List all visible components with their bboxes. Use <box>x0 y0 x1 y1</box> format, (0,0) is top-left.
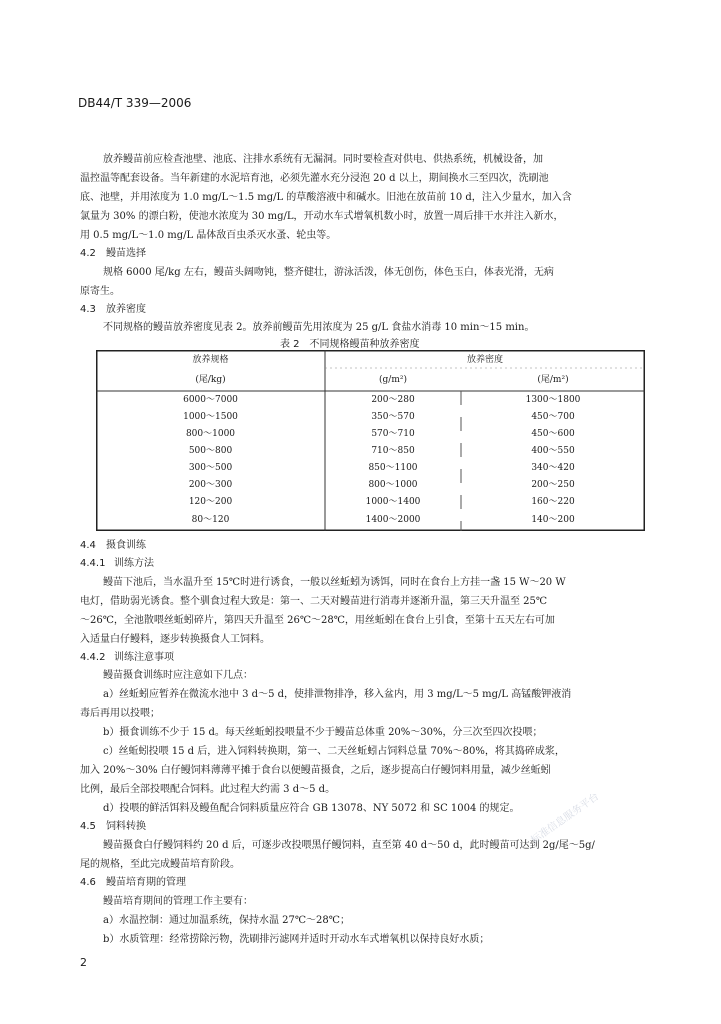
header-spec-unit: (尾/kg) <box>195 375 226 385</box>
section-title: 鳗苗选择 <box>106 248 146 259</box>
section-title: 鳗苗培育期的管理 <box>106 877 186 888</box>
cell-density-n: 400～550 <box>531 446 575 456</box>
subsection-heading <box>80 651 174 665</box>
section-title: 训练注意事项 <box>114 652 174 663</box>
section-number: 4.6 <box>80 877 96 888</box>
body-line: 底、池壁，并用浓度为 1.0 mg/L～1.5 mg/L 的草酸溶液中和碱水。旧池在放苗前 10 d，注入少量水，加入含 <box>80 192 572 203</box>
section-heading <box>80 539 146 553</box>
subsection-heading <box>80 557 154 571</box>
cell-density-g: 850～1100 <box>368 463 418 473</box>
cell-density-n: 450～600 <box>531 429 575 439</box>
cell-density-g: 1400～2000 <box>365 515 421 525</box>
cell-density-g: 800～1000 <box>368 480 418 490</box>
cell-density-n: 450～700 <box>531 412 575 422</box>
body-line: 鳗苗培育期间的管理工作主要有： <box>103 896 253 907</box>
body-line: 入适量白仔鳗料，逐步转换摄食人工饲料。 <box>80 634 270 645</box>
density-table <box>96 350 645 531</box>
standard-number: DB44/T 339—2006 <box>78 96 192 110</box>
section-heading <box>80 247 146 261</box>
header-unit-n: (尾/m²) <box>537 375 569 385</box>
section-title: 饲料转换 <box>106 821 146 832</box>
header-spec: 放养规格 <box>192 355 229 365</box>
section-title: 训练方法 <box>114 558 154 569</box>
section-number: 4.4 <box>80 540 96 551</box>
page-number: 2 <box>80 956 87 969</box>
header-density: 放养密度 <box>466 355 503 365</box>
section-title: 放养密度 <box>106 304 146 315</box>
cell-spec: 300～500 <box>188 463 233 473</box>
watermark: 标准信息服务平台 <box>529 791 602 847</box>
section-heading <box>80 876 186 890</box>
cell-density-g: 200～280 <box>371 395 415 405</box>
list-item: d）投喂的鲜活饵料及鳗鱼配合饲料质量应符合 GB 13078、NY 5072 和 SC 1004 的规定。 <box>103 803 520 814</box>
body-line: 不同规格的鳗苗放养密度见表 2。放养前鳗苗先用浓度为 25 g/L 食盐水消毒 10 min～15 min。 <box>103 322 535 333</box>
list-item: b）摄食训练不少于 15 d。每天丝蚯蚓投喂量不少于鳗苗总体重 20%～30%，分三次至四次投喂； <box>103 727 543 738</box>
section-title: 摄食训练 <box>106 540 146 551</box>
body-line: 比例，最后全部投喂配合饲料。此过程大约需 3 d～5 d。 <box>80 784 336 795</box>
list-item: b）水质管理：经常捞除污物，洗刷排污滤网并适时开动水车式增氧机以保持良好水质； <box>103 934 490 945</box>
cell-spec: 800～1000 <box>185 429 236 439</box>
section-number: 4.4.1 <box>80 558 106 569</box>
cell-spec: 200～300 <box>188 480 233 490</box>
cell-density-g: 350～570 <box>371 412 415 422</box>
table-title: 表 2 不同规格鳗苗种放养密度 <box>280 339 420 350</box>
body-line: 鳗苗摄食训练时应注意如下几点： <box>103 670 253 681</box>
cell-density-n: 1300～1800 <box>525 395 581 405</box>
cell-density-g: 710～850 <box>371 446 415 456</box>
body-line: 规格 6000 尾/kg 左右，鳗苗头阔吻钝，整齐健壮，游泳活泼，体无创伤，体色玉白，体表光滑，无病 <box>103 267 554 278</box>
cell-density-g: 1000～1400 <box>365 497 421 507</box>
list-item: a）水温控制：通过加温系统，保持水温 27℃～28℃； <box>103 915 350 926</box>
body-line: 温控温等配套设备。当年新建的水泥培育池，必须先灌水充分浸泡 20 d 以上，期间换水三至四次，洗刷池 <box>80 173 549 184</box>
section-heading <box>80 820 146 834</box>
body-line: 氯量为 30% 的漂白粉，使池水浓度为 30 mg/L，开动水车式增氧机数小时，放置一周后排干水并注入新水， <box>80 211 564 222</box>
list-item: a）丝蚯蚓应暂养在微流水池中 3 d～5 d，使排泄物排净，移入盆内，用 3 mg/L～5 mg/L 高锰酸钾液消 <box>103 689 572 700</box>
cell-spec: 6000～7000 <box>183 395 238 405</box>
cell-density-n: 340～420 <box>531 463 575 473</box>
body-line: 电灯，借助弱光诱食。整个驯食过程大致是：第一、二天对鳗苗进行消毒并逐渐升温，第三天升温至 25℃ <box>80 596 548 607</box>
body-line: 鳗苗摄食白仔鳗饲料约 20 d 后，可逐步改投喂黑仔鳗饲料，直至第 40 d～50 d，此时鳗苗可达到 2g/尾～5g/ <box>103 840 595 851</box>
list-item: c）丝蚯蚓投喂 15 d 后，进入饲料转换期，第一、二天丝蚯蚓占饲料总量 70%～80%，将其捣碎成浆， <box>103 746 565 757</box>
cell-density-n: 160～220 <box>531 497 575 507</box>
cell-spec: 80～120 <box>191 515 230 525</box>
cell-density-g: 570～710 <box>371 429 415 439</box>
body-line: 加入 20%～30% 白仔鳗饲料薄薄平摊于食台以便鳗苗摄食，之后，逐步提高白仔鳗饲料用量，减少丝蚯蚓 <box>80 765 551 776</box>
body-line: ～26℃，全池散喂丝蚯蚓碎片，第四天升温至 26℃～28℃，用丝蚯蚓在食台上引食，至第十五天左右可加 <box>80 615 555 626</box>
cell-density-n: 140～200 <box>531 515 575 525</box>
cell-spec: 1000～1500 <box>183 412 238 422</box>
cell-density-n: 200～250 <box>531 480 575 490</box>
section-number: 4.5 <box>80 821 96 832</box>
header-unit-g: (g/m²) <box>379 375 407 385</box>
body-line: 毒后再用以投喂； <box>80 708 160 719</box>
body-line: 鳗苗下池后，当水温升至 15℃时进行诱食，一般以丝蚯蚓为诱饵，同时在食台上方挂一盏 15 W～20 W <box>103 577 566 588</box>
section-number: 4.2 <box>80 248 96 259</box>
body-line: 放养鳗苗前应检查池壁、池底、注排水系统有无漏洞。同时要检查对供电、供热系统，机械设备，加 <box>103 154 543 165</box>
body-line: 用 0.5 mg/L～1.0 mg/L 晶体敌百虫杀灭水蚤、轮虫等。 <box>80 230 337 241</box>
body-line: 尾的规格，至此完成鳗苗培育阶段。 <box>80 859 240 870</box>
section-number: 4.3 <box>80 304 96 315</box>
cell-spec: 120～200 <box>188 497 233 507</box>
section-number: 4.4.2 <box>80 652 106 663</box>
body-line: 原寄生。 <box>80 286 120 297</box>
section-heading <box>80 303 146 317</box>
cell-spec: 500～800 <box>188 446 233 456</box>
